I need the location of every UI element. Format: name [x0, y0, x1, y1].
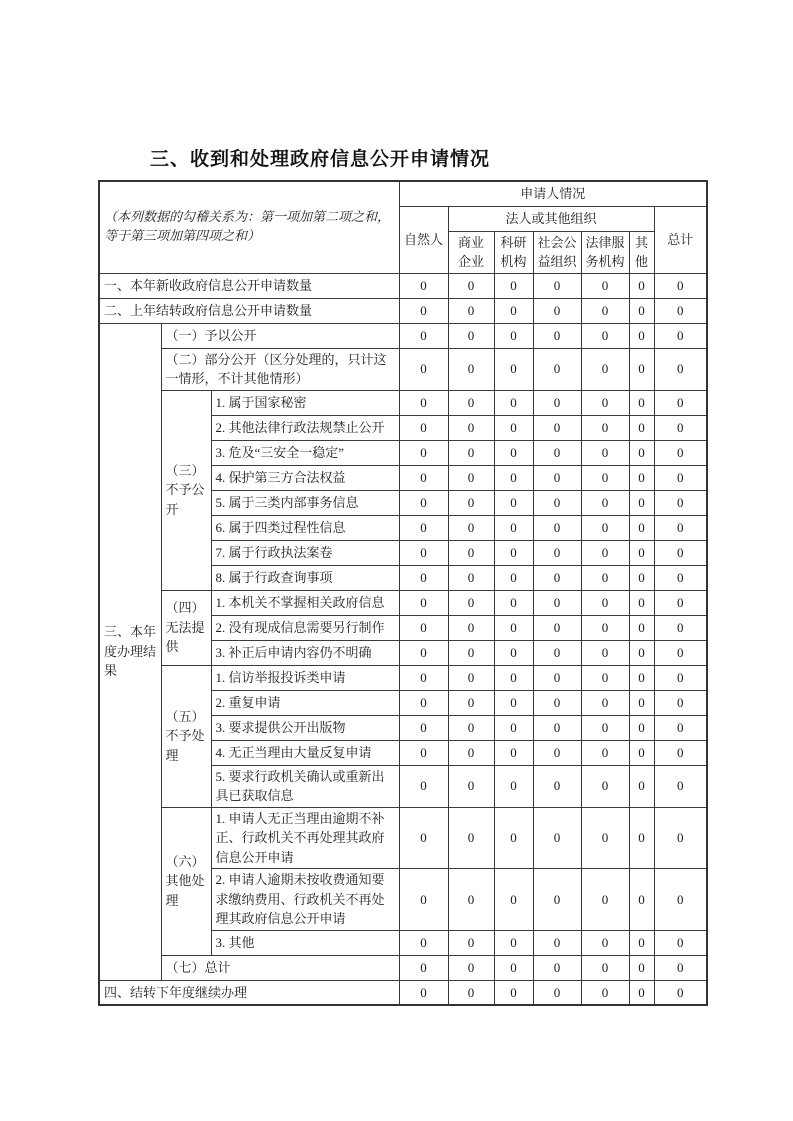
value-cell: 0: [533, 640, 581, 665]
value-cell: 0: [654, 690, 707, 715]
value-cell: 0: [494, 440, 533, 465]
column-header-research: 科研机构: [494, 231, 533, 273]
value-cell: 0: [629, 690, 654, 715]
value-cell: 0: [581, 715, 629, 740]
value-cell: 0: [399, 715, 448, 740]
value-cell: 0: [399, 490, 448, 515]
row-label: 4. 无正当理由大量反复申请: [211, 740, 399, 765]
value-cell: 0: [494, 515, 533, 540]
value-cell: 0: [581, 590, 629, 615]
value-cell: 0: [654, 590, 707, 615]
value-cell: 0: [581, 665, 629, 690]
row-label: 4. 保护第三方合法权益: [211, 465, 399, 490]
value-cell: 0: [448, 715, 494, 740]
value-cell: 0: [581, 930, 629, 955]
value-cell: 0: [629, 465, 654, 490]
value-cell: 0: [533, 955, 581, 980]
value-cell: 0: [654, 298, 707, 323]
value-cell: 0: [629, 640, 654, 665]
row-label: 3. 补正后申请内容仍不明确: [211, 640, 399, 665]
row-label: 6. 属于四类过程性信息: [211, 515, 399, 540]
value-cell: 0: [654, 565, 707, 590]
value-cell: 0: [399, 440, 448, 465]
value-cell: 0: [581, 273, 629, 298]
value-cell: 0: [654, 869, 707, 931]
value-cell: 0: [581, 490, 629, 515]
value-cell: 0: [448, 515, 494, 540]
value-cell: 0: [533, 615, 581, 640]
value-cell: 0: [399, 298, 448, 323]
value-cell: 0: [654, 390, 707, 415]
value-cell: 0: [399, 390, 448, 415]
column-header-business: 商业企业: [448, 231, 494, 273]
value-cell: 0: [654, 665, 707, 690]
value-cell: 0: [533, 465, 581, 490]
value-cell: 0: [448, 440, 494, 465]
value-cell: 0: [629, 930, 654, 955]
value-cell: 0: [581, 323, 629, 348]
value-cell: 0: [581, 565, 629, 590]
value-cell: 0: [448, 490, 494, 515]
value-cell: 0: [533, 540, 581, 565]
value-cell: 0: [654, 930, 707, 955]
value-cell: 0: [399, 348, 448, 390]
value-cell: 0: [533, 348, 581, 390]
value-cell: 0: [494, 540, 533, 565]
value-cell: 0: [399, 869, 448, 931]
value-cell: 0: [629, 565, 654, 590]
value-cell: 0: [654, 465, 707, 490]
value-cell: 0: [448, 590, 494, 615]
value-cell: 0: [581, 690, 629, 715]
value-cell: 0: [629, 980, 654, 1005]
value-cell: 0: [654, 515, 707, 540]
row-label: （七）总计: [161, 955, 399, 980]
header-total: 总计: [654, 206, 707, 273]
value-cell: 0: [494, 665, 533, 690]
row-label: 二、上年结转政府信息公开申请数量: [99, 298, 399, 323]
value-cell: 0: [629, 807, 654, 869]
value-cell: 0: [629, 273, 654, 298]
value-cell: 0: [629, 298, 654, 323]
row-label: 1. 本机关不掌握相关政府信息: [211, 590, 399, 615]
value-cell: 0: [399, 807, 448, 869]
value-cell: 0: [494, 715, 533, 740]
value-cell: 0: [494, 640, 533, 665]
value-cell: 0: [494, 590, 533, 615]
value-cell: 0: [654, 348, 707, 390]
value-cell: 0: [494, 298, 533, 323]
table-row: [99, 807, 707, 869]
value-cell: 0: [581, 415, 629, 440]
value-cell: 0: [448, 323, 494, 348]
value-cell: 0: [581, 869, 629, 931]
value-cell: 0: [448, 640, 494, 665]
value-cell: 0: [494, 740, 533, 765]
value-cell: 0: [448, 298, 494, 323]
value-cell: 0: [533, 273, 581, 298]
value-cell: 0: [399, 590, 448, 615]
value-cell: 0: [581, 615, 629, 640]
value-cell: 0: [654, 640, 707, 665]
table-row: [99, 390, 707, 415]
row-label: 四、结转下年度继续办理: [99, 980, 399, 1005]
value-cell: 0: [629, 665, 654, 690]
value-cell: 0: [533, 390, 581, 415]
value-cell: 0: [629, 540, 654, 565]
column-header-legal-service: 法律服务机构: [581, 231, 629, 273]
value-cell: 0: [654, 540, 707, 565]
value-cell: 0: [399, 740, 448, 765]
value-cell: 0: [654, 807, 707, 869]
value-cell: 0: [629, 869, 654, 931]
value-cell: 0: [629, 348, 654, 390]
value-cell: 0: [448, 980, 494, 1005]
note-cell: （本列数据的勾稽关系为：第一项加第二项之和，等于第三项加第四项之和）: [99, 181, 399, 273]
value-cell: 0: [581, 298, 629, 323]
value-cell: 0: [448, 930, 494, 955]
row-label: 2. 没有现成信息需要另行制作: [211, 615, 399, 640]
value-cell: 0: [533, 740, 581, 765]
value-cell: 0: [654, 955, 707, 980]
value-cell: 0: [494, 273, 533, 298]
value-cell: 0: [654, 440, 707, 465]
row-label: 一、本年新收政府信息公开申请数量: [99, 273, 399, 298]
row-label: （一）予以公开: [161, 323, 399, 348]
row-label: 5. 属于三类内部事务信息: [211, 490, 399, 515]
value-cell: 0: [629, 440, 654, 465]
value-cell: 0: [399, 515, 448, 540]
value-cell: 0: [399, 465, 448, 490]
value-cell: 0: [448, 348, 494, 390]
value-cell: 0: [399, 415, 448, 440]
value-cell: 0: [533, 565, 581, 590]
row-label: 2. 重复申请: [211, 690, 399, 715]
value-cell: 0: [629, 740, 654, 765]
value-cell: 0: [533, 980, 581, 1005]
value-cell: 0: [494, 869, 533, 931]
value-cell: 0: [494, 765, 533, 807]
value-cell: 0: [581, 390, 629, 415]
value-cell: 0: [581, 540, 629, 565]
table-row: [99, 980, 707, 1005]
value-cell: 0: [448, 565, 494, 590]
value-cell: 0: [533, 323, 581, 348]
row-label: 5. 要求行政机关确认或重新出具已获取信息: [211, 765, 399, 807]
value-cell: 0: [494, 955, 533, 980]
value-cell: 0: [654, 715, 707, 740]
value-cell: 0: [629, 415, 654, 440]
value-cell: 0: [399, 980, 448, 1005]
value-cell: 0: [533, 807, 581, 869]
value-cell: 0: [494, 807, 533, 869]
value-cell: 0: [581, 515, 629, 540]
value-cell: 0: [494, 565, 533, 590]
group-label: （六）其他处理: [161, 807, 211, 955]
table-row: [99, 665, 707, 690]
value-cell: 0: [399, 615, 448, 640]
value-cell: 0: [533, 665, 581, 690]
value-cell: 0: [399, 765, 448, 807]
value-cell: 0: [494, 465, 533, 490]
section-label: 三、本年度办理结果: [99, 323, 161, 980]
table-row: [99, 955, 707, 980]
row-label: 2. 其他法律行政法规禁止公开: [211, 415, 399, 440]
value-cell: 0: [581, 955, 629, 980]
value-cell: 0: [533, 869, 581, 931]
value-cell: 0: [494, 930, 533, 955]
value-cell: 0: [399, 565, 448, 590]
value-cell: 0: [533, 765, 581, 807]
value-cell: 0: [654, 615, 707, 640]
value-cell: 0: [654, 740, 707, 765]
value-cell: 0: [448, 540, 494, 565]
value-cell: 0: [494, 980, 533, 1005]
value-cell: 0: [581, 348, 629, 390]
value-cell: 0: [581, 807, 629, 869]
value-cell: 0: [494, 415, 533, 440]
table-row: [99, 348, 707, 390]
value-cell: 0: [654, 980, 707, 1005]
group-label: （五）不予处理: [161, 665, 211, 807]
report-table: [98, 180, 708, 1006]
table-row: [99, 323, 707, 348]
row-label: （二）部分公开（区分处理的，只计这一情形，不计其他情形）: [161, 348, 399, 390]
row-label: 3. 危及“三安全一稳定”: [211, 440, 399, 465]
value-cell: 0: [654, 765, 707, 807]
value-cell: 0: [533, 298, 581, 323]
header-legal-or-other: 法人或其他组织: [448, 206, 654, 231]
value-cell: 0: [494, 615, 533, 640]
value-cell: 0: [581, 440, 629, 465]
value-cell: 0: [629, 715, 654, 740]
value-cell: 0: [494, 348, 533, 390]
row-label: 3. 要求提供公开出版物: [211, 715, 399, 740]
value-cell: 0: [448, 765, 494, 807]
value-cell: 0: [448, 665, 494, 690]
value-cell: 0: [494, 323, 533, 348]
value-cell: 0: [533, 715, 581, 740]
row-label: 8. 属于行政查询事项: [211, 565, 399, 590]
value-cell: 0: [399, 323, 448, 348]
value-cell: 0: [533, 415, 581, 440]
value-cell: 0: [533, 515, 581, 540]
value-cell: 0: [533, 690, 581, 715]
value-cell: 0: [533, 440, 581, 465]
value-cell: 0: [494, 390, 533, 415]
value-cell: 0: [533, 490, 581, 515]
value-cell: 0: [448, 273, 494, 298]
column-header-public-welfare: 社会公益组织: [533, 231, 581, 273]
value-cell: 0: [399, 273, 448, 298]
value-cell: 0: [581, 980, 629, 1005]
value-cell: 0: [629, 765, 654, 807]
value-cell: 0: [629, 615, 654, 640]
value-cell: 0: [581, 640, 629, 665]
group-label: （三）不予公开: [161, 390, 211, 590]
value-cell: 0: [448, 955, 494, 980]
value-cell: 0: [448, 807, 494, 869]
row-label: 3. 其他: [211, 930, 399, 955]
row-label: 1. 信访举报投诉类申请: [211, 665, 399, 690]
table-row: [99, 273, 707, 298]
table-row: [99, 590, 707, 615]
value-cell: 0: [629, 590, 654, 615]
row-label: 7. 属于行政执法案卷: [211, 540, 399, 565]
row-label: 2. 申请人逾期未按收费通知要求缴纳费用、行政机关不再处理其政府信息公开申请: [211, 869, 399, 931]
value-cell: 0: [399, 955, 448, 980]
value-cell: 0: [629, 955, 654, 980]
value-cell: 0: [399, 665, 448, 690]
value-cell: 0: [399, 640, 448, 665]
value-cell: 0: [581, 765, 629, 807]
value-cell: 0: [448, 690, 494, 715]
value-cell: 0: [654, 323, 707, 348]
header-natural-person: 自然人: [399, 206, 448, 273]
value-cell: 0: [654, 273, 707, 298]
value-cell: 0: [581, 740, 629, 765]
value-cell: 0: [448, 869, 494, 931]
value-cell: 0: [629, 490, 654, 515]
value-cell: 0: [399, 930, 448, 955]
table-row: [99, 298, 707, 323]
value-cell: 0: [581, 465, 629, 490]
value-cell: 0: [448, 390, 494, 415]
value-cell: 0: [448, 615, 494, 640]
value-cell: 0: [533, 930, 581, 955]
value-cell: 0: [494, 490, 533, 515]
group-label: （四）无法提供: [161, 590, 211, 665]
value-cell: 0: [533, 590, 581, 615]
row-label: 1. 申请人无正当理由逾期不补正、行政机关不再处理其政府信息公开申请: [211, 807, 399, 869]
value-cell: 0: [494, 690, 533, 715]
value-cell: 0: [399, 540, 448, 565]
value-cell: 0: [629, 390, 654, 415]
row-label: 1. 属于国家秘密: [211, 390, 399, 415]
value-cell: 0: [654, 490, 707, 515]
value-cell: 0: [629, 515, 654, 540]
value-cell: 0: [448, 415, 494, 440]
header-applicant: 申请人情况: [399, 181, 707, 206]
value-cell: 0: [399, 690, 448, 715]
value-cell: 0: [654, 415, 707, 440]
value-cell: 0: [448, 740, 494, 765]
page-title: 三、收到和处理政府信息公开申请情况: [150, 149, 491, 170]
column-header-other: 其他: [629, 231, 654, 273]
value-cell: 0: [629, 323, 654, 348]
value-cell: 0: [448, 465, 494, 490]
